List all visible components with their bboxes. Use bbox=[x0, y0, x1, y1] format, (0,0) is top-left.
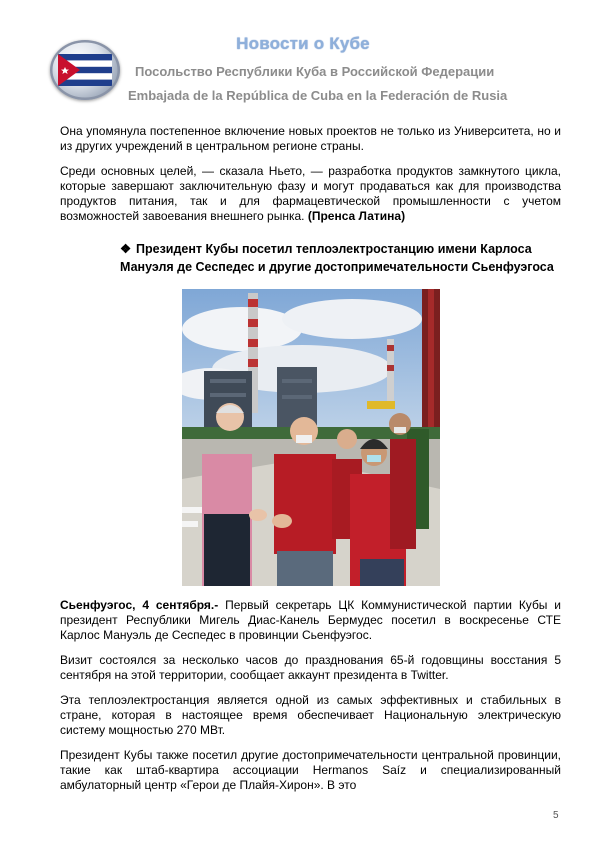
intro-paragraph-2-text: Среди основных целей, — сказала Ньето, — разработка продуктов замкнутого цикла, которые завершают заключительную фазу и могут продаваться как для производства продуктов питания, так и для фармацевтической промышленности с учетом возможностей завоевания внешнего рынка. bbox=[60, 164, 561, 223]
article-paragraph-1-text: Первый секретарь ЦК Коммунистической партии Кубы и президент Республики Мигель Диас-Канель Бермудес посетил в воскресенье СТЕ Карлос Мануэль де Сеспедес в провинции Сьенфуэгос. bbox=[60, 598, 562, 642]
article-paragraph-1 bbox=[60, 598, 561, 643]
article-photo bbox=[182, 289, 440, 586]
diamond-bullet-icon: ❖ bbox=[120, 242, 132, 256]
article-body bbox=[60, 598, 561, 803]
page-number: 5 bbox=[553, 810, 559, 821]
page-header bbox=[0, 0, 606, 110]
article-paragraph-4: Президент Кубы также посетил другие достопримечательности центральной провинции, такие как штаб-квартира ассоциации Hermanos Saíz и специализированный амбулаторный центр «Герои де Плайя-Хирон». В это bbox=[60, 748, 561, 792]
embassy-name-es: Embajada de la República de Cuba en la Federación de Rusia bbox=[128, 88, 508, 103]
headline-text: Президент Кубы посетил теплоэлектростанцию имени Карлоса Мануэля де Сеспедес и другие достопримечательности Сьенфуэгоса bbox=[120, 242, 554, 274]
embassy-name-ru: Посольство Республики Куба в Российской Федерации bbox=[135, 64, 495, 79]
article-paragraph-3: Эта теплоэлектростанция является одной из самых эффективных и стабильных в стране, которая в настоящее время обеспечивает Национальную электрическую систему мощностью 270 МВт. bbox=[60, 693, 561, 737]
intro-paragraph-1: Она упомянула постепенное включение новых проектов не только из Университета, но и из других учреждений в центральном регионе страны. bbox=[60, 124, 561, 153]
article-headline bbox=[120, 240, 560, 276]
intro-text bbox=[60, 124, 561, 234]
news-source: (Пренса Латина) bbox=[307, 209, 406, 223]
article-paragraph-2: Визит состоялся за несколько часов до празднования 65-й годовщины восстания 5 сентября на этой территории, сообщает аккаунт президента в Twitter. bbox=[60, 653, 561, 682]
newsletter-title: Новости о Кубе bbox=[236, 34, 370, 53]
intro-paragraph-2 bbox=[60, 164, 561, 224]
dateline: Сьенфуэгос, 4 сентября.- bbox=[60, 598, 219, 612]
